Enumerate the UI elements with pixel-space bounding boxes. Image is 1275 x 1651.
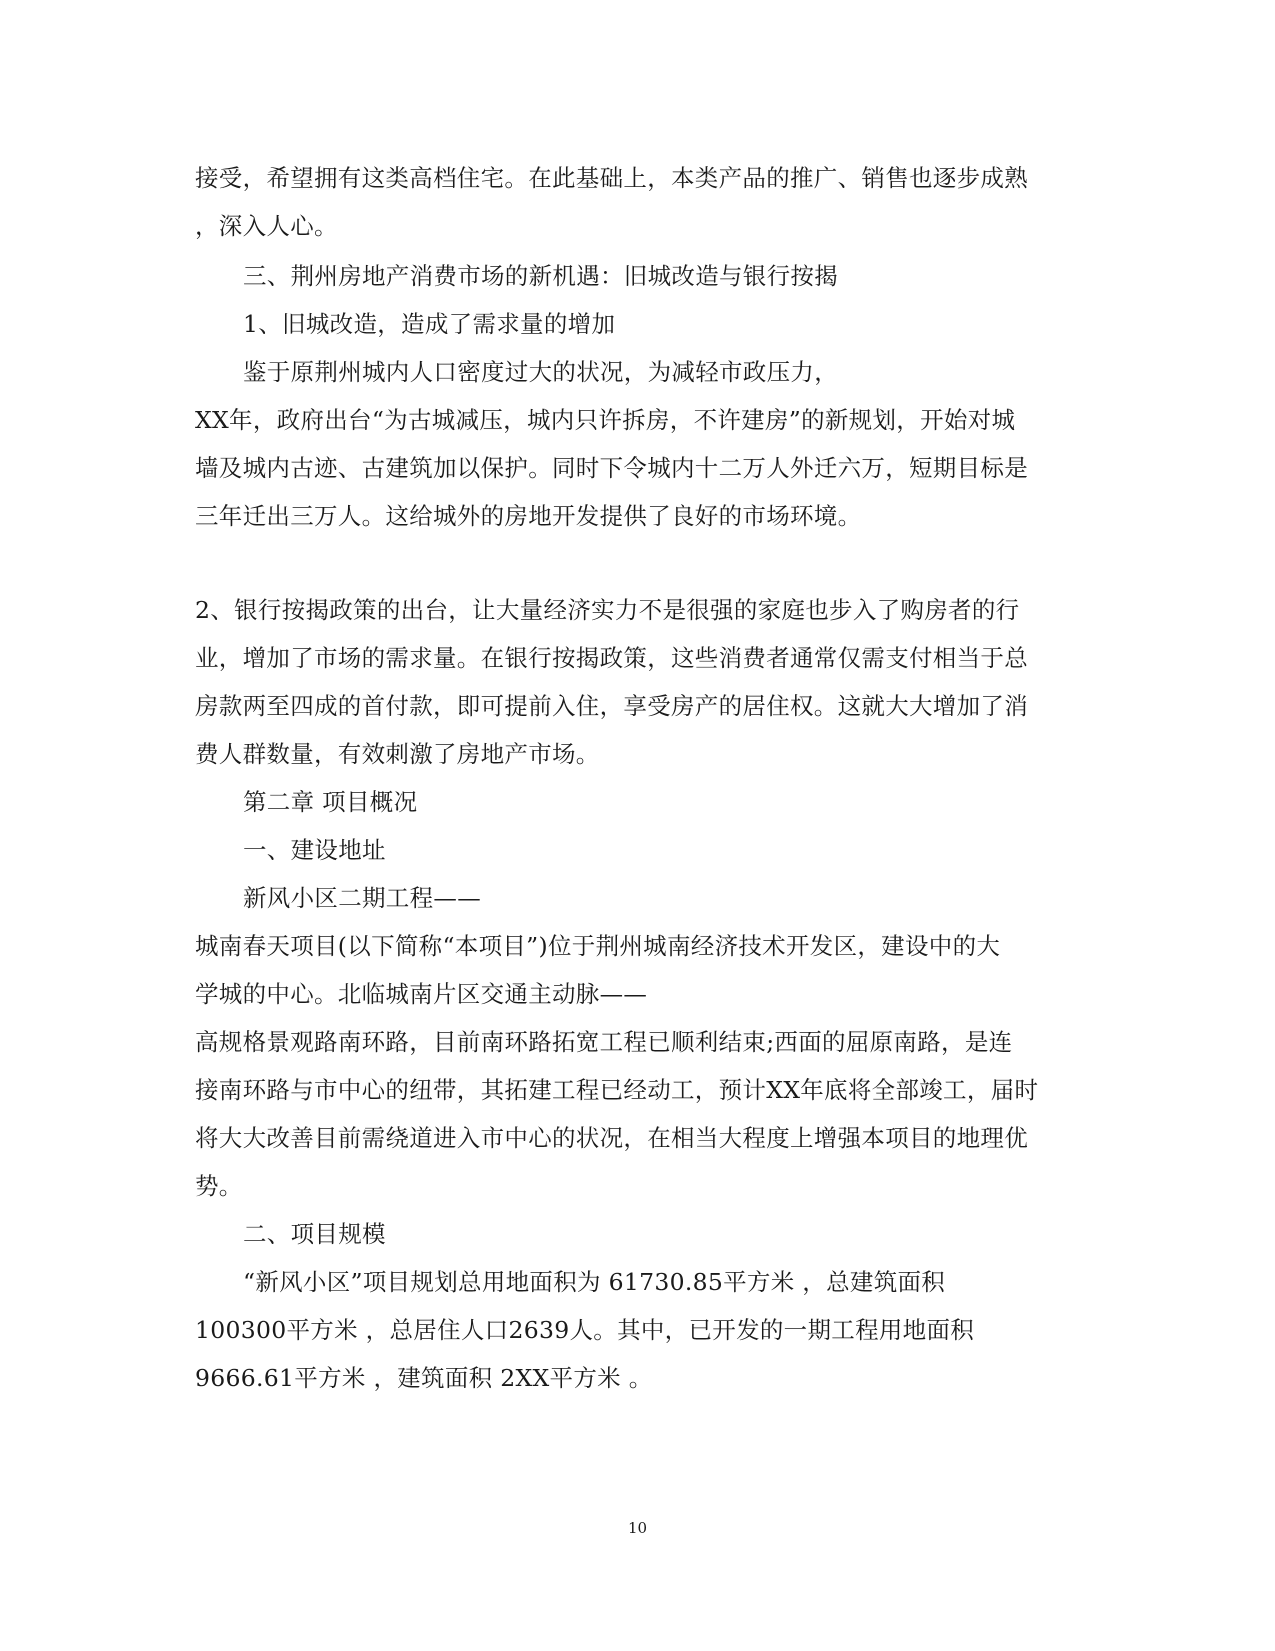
text-line: 业，增加了市场的需求量。在银行按揭政策，这些消费者通常仅需支付相当于总 xyxy=(195,644,1028,672)
text-line: 三年迁出三万人。这给城外的房地开发提供了良好的市场环境。 xyxy=(195,502,862,530)
text-line: “新风小区”项目规划总用地面积为 61730.85平方米 ，总建筑面积 xyxy=(243,1268,946,1296)
section-heading: 一、建设地址 xyxy=(243,836,386,864)
text-line: 墙及城内古迹、古建筑加以保护。同时下令城内十二万人外迁六万，短期目标是 xyxy=(195,454,1028,482)
text-line: 2、银行按揭政策的出台，让大量经济实力不是很强的家庭也步入了购房者的行 xyxy=(195,596,1020,624)
text-line: 接受，希望拥有这类高档住宅。在此基础上，本类产品的推广、销售也逐步成熟 xyxy=(195,164,1028,192)
text-line: XX年，政府出台“为古城减压，城内只许拆房，不许建房”的新规划，开始对城 xyxy=(195,406,1016,434)
section-heading: 二、项目规模 xyxy=(243,1220,386,1248)
text-line: 高规格景观路南环路，目前南环路拓宽工程已顺利结束;西面的屈原南路，是连 xyxy=(195,1028,1013,1056)
text-line: 费人群数量，有效刺激了房地产市场。 xyxy=(195,740,600,768)
text-line: 新风小区二期工程—— xyxy=(243,884,481,912)
subsection-heading: 1、旧城改造，造成了需求量的增加 xyxy=(243,310,616,338)
text-line: 城南春天项目(以下简称“本项目”)位于荆州城南经济技术开发区，建设中的大 xyxy=(195,932,1001,960)
text-line: 100300平方米 ，总居住人口2639人。其中，已开发的一期工程用地面积 xyxy=(195,1316,975,1344)
text-line: 将大大改善目前需绕道进入市中心的状况，在相当大程度上增强本项目的地理优 xyxy=(195,1124,1028,1152)
text-line: 9666.61平方米 ，建筑面积 2XX平方米 。 xyxy=(195,1364,653,1392)
page-number: 10 xyxy=(627,1519,648,1537)
text-line: 房款两至四成的首付款，即可提前入住，享受房产的居住权。这就大大增加了消 xyxy=(195,692,1028,720)
text-line: ，深入人心。 xyxy=(195,212,338,240)
section-heading: 三、荆州房地产消费市场的新机遇：旧城改造与银行按揭 xyxy=(243,262,838,290)
text-line: 学城的中心。北临城南片区交通主动脉—— xyxy=(195,980,648,1008)
chapter-heading: 第二章 项目概况 xyxy=(243,788,418,816)
text-line: 接南环路与市中心的纽带，其拓建工程已经动工，预计XX年底将全部竣工，届时 xyxy=(195,1076,1039,1104)
text-line: 势。 xyxy=(195,1172,243,1200)
text-line: 鉴于原荆州城内人口密度过大的状况，为减轻市政压力， xyxy=(243,358,838,386)
